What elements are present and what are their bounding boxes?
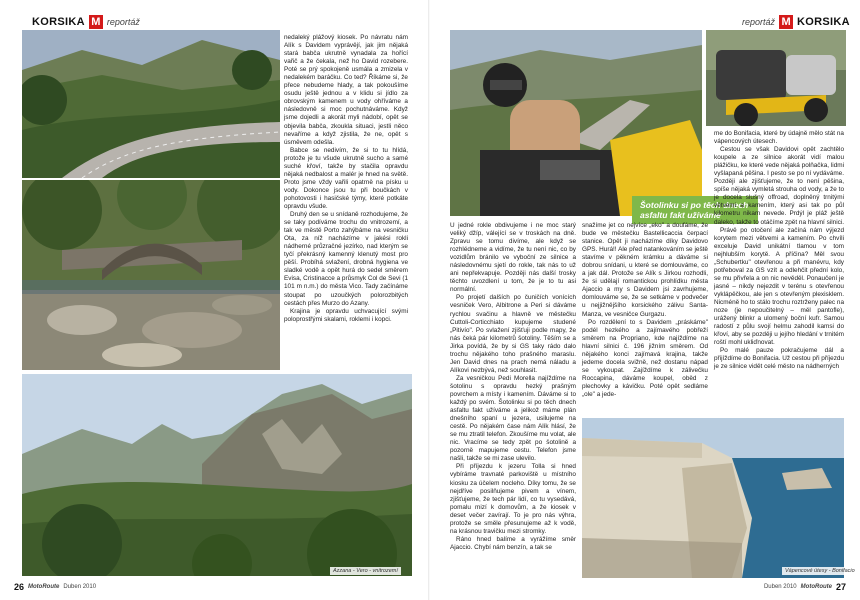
right-text-column-2 — [582, 222, 708, 399]
photo-mountain-road — [22, 30, 280, 178]
paragraph: Ráno hned balíme a vyrážíme směr Ajaccio. Chybí nám benzín, a tak se — [450, 535, 576, 551]
right-page — [430, 0, 860, 600]
right-text-column-3 — [714, 130, 844, 371]
page-number: 27 — [835, 582, 846, 592]
magazine-name: MotoRoute — [800, 584, 832, 590]
paragraph: snažíme jet co nejvíce „eko" a doufáme, že bude ve městečku Bastellicaccia čerpací stanice. Opět ji nacházíme díky Davidovo GPS. Hurá!! Ale před natankováním se ještě stavíme v pěkném krámku a dáváme si dobrou snídani, u které se domlouváme, co a jak dál. Protože se Alík s Jirkou rozhodli, že si udělají romantickou prohlídku města Ajaccio a my s Davidem jsi zavrhujeme, domlouváme se, že se setkáme v podvečer u nejjižnějšího korsického zálivu Santa-Manza, ve vesničce Gurgazu. — [582, 222, 708, 318]
paragraph: Po rozdělení to s Davidem „práskáme" podél hezkého a zajímavého pobřeží směrem na Propriano, kde najíždíme na hlavní silnici č. 196 jižním směrem. Od nějakého konci zajímavá krajina, takže jedeme docela svižně, než dostanu nápad se vykoupat. Zajíždíme k zálivečku Roccapina, dáváme koupel, oběd z plechovky a kávičku. Poté opět sedláme „ole" a jede- — [582, 318, 708, 398]
right-text-column-1 — [450, 222, 576, 552]
left-page-header — [32, 14, 140, 30]
right-footer — [764, 582, 846, 592]
paragraph: Krajina je opravdu uchvacující svými poloprostřými skalami, roklemi i kopci. — [284, 307, 408, 323]
photo-caption: Azzana - Vero - vnitrozemí — [330, 567, 401, 575]
paragraph: nedaleký plážový kiosek. Po návratu nám Alík s Davidem vyprávějí, jak jim nějaká stará babča ukrutně vynadala za hořící vařič a že čekala, než ho David rozebere. Poté se prý spokojeně usmála a zmizela v nedalekém baráčku. Co ted? Říkáme si, že přece nebudeme hlady, a tak pokoušíme osudu ještě jednou a v klidu si jídlo za obrovským kamenem u vody ohříváme a následovně si moc pochutnáváme. Když jsme dojedli a akorát myli nádobí, opět se objevila babča, zkoukla situaci, jestli něco nevaříme a když zjistila, že ne, opět s úsměvem odešla. — [284, 34, 408, 146]
page-number: 26 — [14, 582, 25, 592]
photo-motorcycle-rider — [450, 30, 702, 216]
section-title: KORSIKA — [797, 16, 850, 28]
photo-motorcycle-closeup — [706, 30, 846, 126]
paragraph: Po malé pauze pokračujeme dál a přijíždíme do Bonifacia. Už cestou při příjezdu je ze silnice vidět celé město na nádherných — [714, 347, 845, 371]
paragraph: Babce se nedivím, že si to tu hlídá, protože je tu všude ukrutně sucho a samé suché křoví, takže by stačila opravdu nějaká nedbalost a malér je hned na světě. Proto jsme vždy vařili opatrně na písku u vody. Dokonce jsou tu při boučkách v pohotovosti i hasičské týmy, které potkáte opravdu všude. — [284, 146, 408, 210]
photo-caption: Vápencové útesy - Bonifacio — [782, 567, 858, 575]
magazine-name: MotoRoute — [28, 584, 60, 590]
paragraph: Druhý den se u snídaně rozhodujeme, že se taky podíváme trochu do vnitrozemí, a tak ve městě Porto zahýbáme na vesničku Ota, za níž nacházíme v jakési rokli nádherné průzračné jezírko, nad kterým se tyčí překrásný kamenný klenutý most pro pěší. Probíhá svlažení, drobná hygiena ve sladké vodě a opět hurá do sedel směrem Evisa, Cristinacce a průsmyk Col de Sevi (1 101 m n.m.) do města Vico. Tady začínáme stoupat po uzoučkých polorozbitých cestách přes Murzo do Azany. — [284, 211, 408, 307]
section-title: KORSIKA — [32, 16, 85, 28]
magazine-logo: M — [779, 15, 793, 29]
paragraph: me do Bonifacia, které by údajně mělo stát na vápencových útesech. — [714, 130, 844, 146]
article-type: reportáž — [106, 17, 140, 27]
article-type: reportáž — [742, 17, 776, 27]
left-footer — [14, 582, 96, 592]
photo-callout: Šotolinku si po těch dnech asfaltu fakt užíváme — [632, 196, 758, 224]
left-text-column — [284, 34, 408, 324]
magazine-logo: M — [89, 15, 103, 29]
paragraph: Za vesničkou Pedi Morella najíždíme na šotolinu s opravdu hezký prašným povrchem a místy i kamením. Dáváme si to každý po svém. Šotolinku si po těch dnech asfaltu fakt užíváme a jelikož máme plán dnešního spaní u jezera, usilujeme na cestě. Po nějakém čase nám Alík hlásí, že se mu ztratil telefon. Zkoušíme mu volat, ale nic. Vracíme se tedy zpět po šotolině a pozorně mapujeme cestu. Telefon jsme našli, takže se mi zase ulevilo. — [450, 374, 576, 463]
paragraph: Právě po otočení ale začíná nám výjezd korytem mezi větvemi a kamením. Po chvíli exceluje David unikátní tlamou v tom nejhlubším korytě. A příčina? Měl svou „Schubertku" otevřenou a při manévru, kdy potřeboval za GS vzít a odlehčit přední kolo, se mu přivřela a on nic nevěděl. Ponaučení je jasné – nikdy nejezdit v terénu s otevřenou vyklápěčkou, ale jen s otevřeným plexisklem. Nicméně ho to stálo trochu roztrženy palec na noze (je nepoučitelný – měl pantofle), urážený blinkr a ulomený boční kufr. Samou radostí z půlu svojí helmu zahodil kamsi do křoví, aby se později u jejího hledání v trnitém roští mohl ukliďnovat. — [714, 226, 845, 347]
issue-date: Duben 2010 — [763, 584, 797, 590]
photo-mountain-landscape — [22, 374, 412, 576]
paragraph: Po projetí dalších po čuničích vonících vesniček Vero, Albitrone a Peri si dáváme rychlou svačinu a hlavně ve městečku Cuttoli-Corticchiato kupujeme studené „Pitivío". Po svlažení zjišťuji podle mapy, že nás čeká pár kilometrů šotoliny. Těším se a Jirka povídá, že by si GS taky rádo dalo trochu nějakého toho prašného maraslu. Jen David dnes na prach nemá náladu a Alíkovi nezbývá, než souhlasit. — [450, 294, 576, 374]
paragraph: U jedné rokle obdivujeme i ne moc starý veliký džíp, válející se v troskách na dně. Zpravu se tomu divíme, ale když se rozhlédneme a vidíme, že tu není nic, co by vozidlům bránilo ve vyboční ze silnice a následovnému sjetí do rokle, tak nás to už ani nepřekvapuje. Později nás další trosky těchto uvozdlení u tom, že je to tu asi normální. — [450, 222, 576, 294]
right-page-header — [742, 14, 850, 30]
paragraph: Při příjezdu k jezeru Tolla si hned vybíráme travnaté parkoviště u místního kiosku za účelem nocleho. Díky tomu, že se nejdříve posilňujeme pivem a vínem, zjišťujeme, že tech pár lidí, co tu vysedává, pomalu mizí k domovům, a že kiosek v deset večer zavírají. To je pro nás výhra, protože se směle přesunujeme až k vodě, na krásnou travičku mezi stromky. — [450, 463, 576, 535]
photo-bonifacio-cliffs — [582, 418, 844, 578]
photo-stone-bridge — [22, 180, 280, 370]
paragraph: Cestou se však Davidovi opět zachtělo koupele a ze silnice akorát vidí malou plážičku, ke které vede nějaká polňačka, lidmi vyšlapaná pěšina. I pesto se po ní vydáváme. Později ale zjišťujeme, že to není pěšina, spíše nějaká vymletá strouha od vody, a že to je docela slušný offroad, doplněný trnitými větvemi a kamením, který asi tak po půl kilometru nikam nevede. Prdýl je pláž ještě daleko, takže to otáčíme zpět na hlavní silnici. — [714, 146, 845, 226]
issue-date: Duben 2010 — [63, 584, 97, 590]
